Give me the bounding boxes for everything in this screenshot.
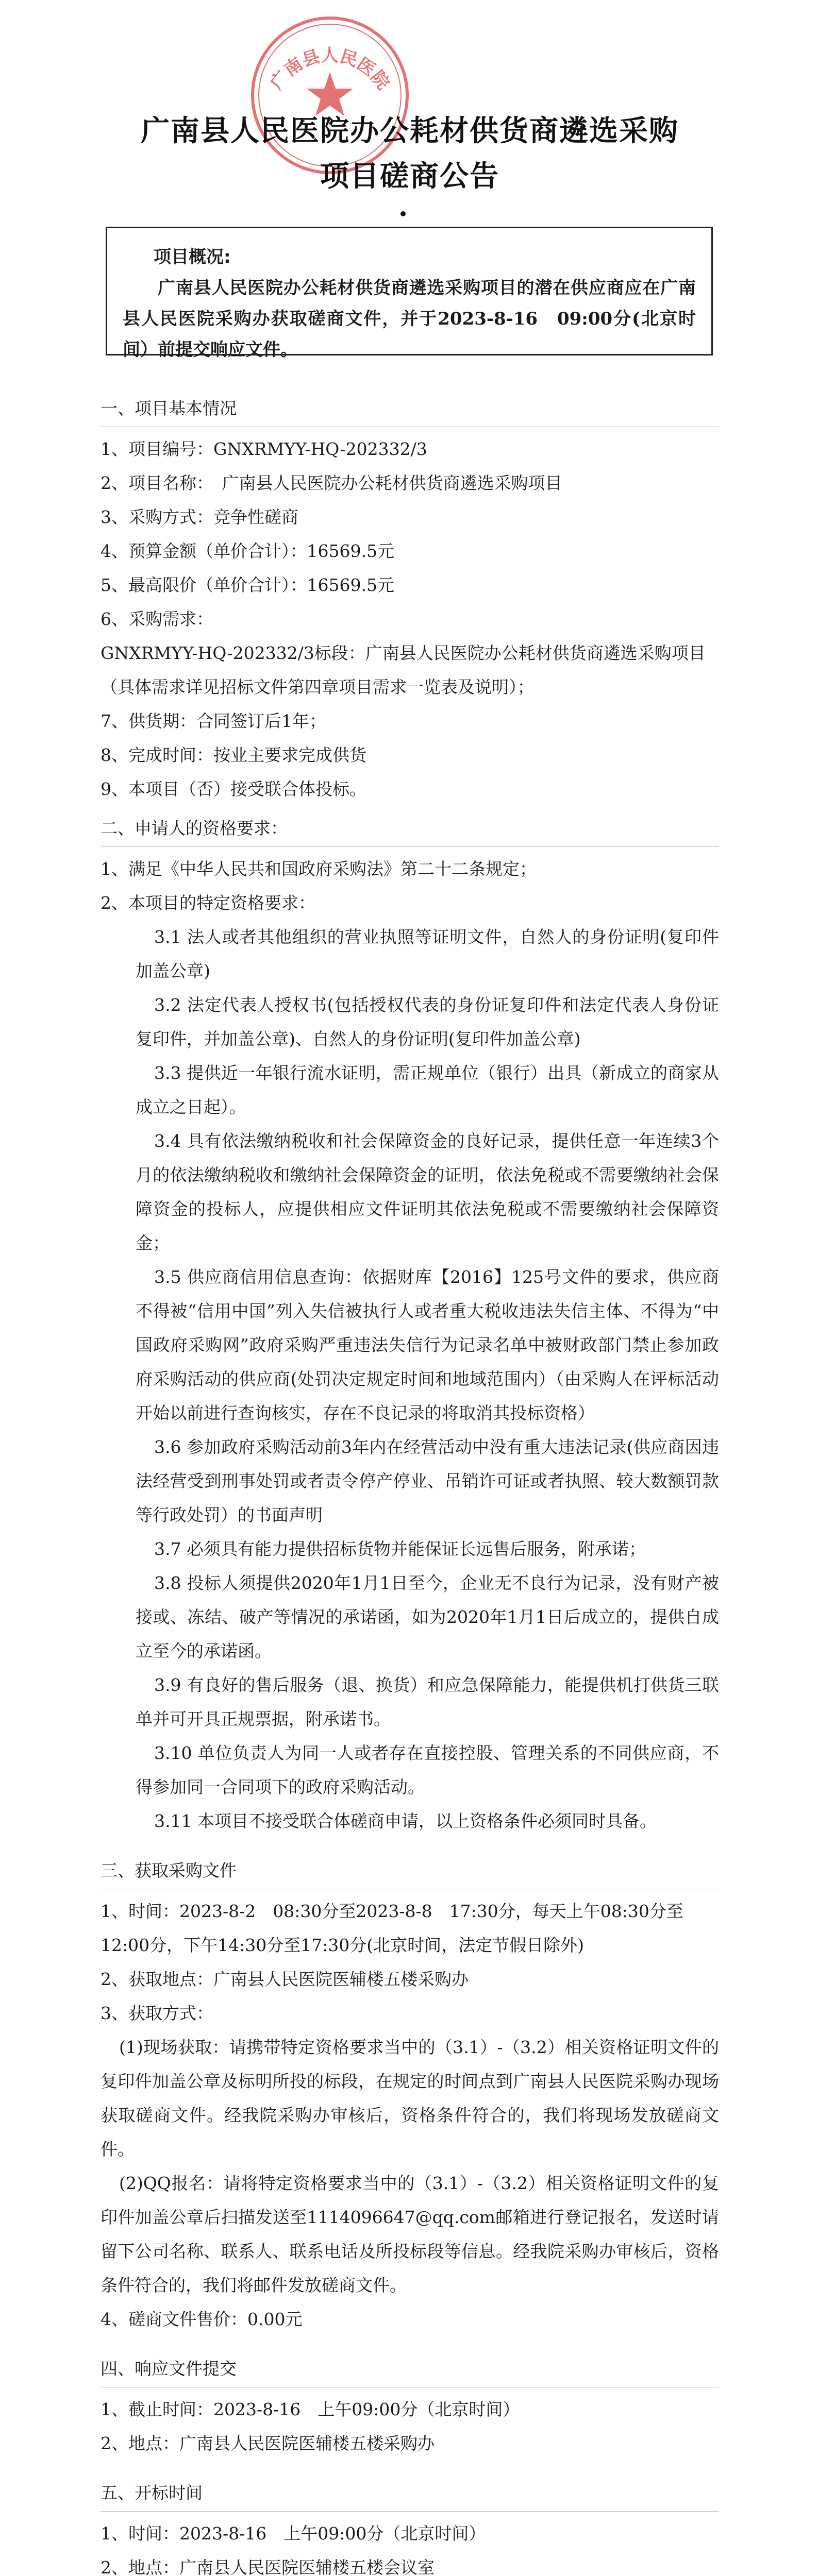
section-project-info	[101, 392, 719, 806]
opening-time: 1、时间：2023-8-16 上午09:00分（北京时间）	[101, 2523, 486, 2544]
completion-time: 8、完成时间：按业主要求完成供货	[101, 745, 366, 765]
project-number: 1、项目编号：GNXRMYY-HQ-202332/3	[101, 439, 427, 459]
purchase-demand-label: 6、采购需求：	[101, 609, 213, 629]
section-qualifications	[101, 811, 719, 1838]
qualification-item: 3.10 单位负责人为同一人或者存在直接控股、管理关系的不同供应商，不得参加同一合同项下的政府采购活动。	[136, 1743, 719, 1797]
qualification-item: 3.7 必须具有能力提供招标货物并能保证长远售后服务，附承诺；	[154, 1539, 646, 1559]
supply-period: 7、供货期：合同签订后1年；	[101, 711, 326, 731]
joint-bid: 9、本项目（否）接受联合体投标。	[101, 779, 366, 799]
qualification-item: 3.3 提供近一年银行流水证明，需正规单位（银行）出具（新成立的商家从成立之日起）。	[136, 1063, 719, 1117]
page-title-line2: 项目磋商公告	[320, 160, 499, 193]
obtain-method-onsite: (1)现场获取：请携带特定资格要求当中的（3.1）-（3.2）相关资格证明文件的复印件加盖公章及标明所投的标段，在规定的时间点到广南县人民医院采购办现场获取磋商文件。经我院采购办审核后，资格条件符合的，我们将现场发放磋商文件。	[101, 2037, 719, 2159]
announcement-page	[101, 0, 719, 2576]
obtain-method-label: 3、获取方式：	[101, 2003, 213, 2023]
obtain-place: 2、获取地点：广南县人民医院医辅楼五楼采购办	[101, 1969, 469, 1989]
section-heading: 五、开标时间	[101, 2483, 203, 2503]
qualification-item: 3.11 本项目不接受联合体磋商申请，以上资格条件必须同时具备。	[154, 1811, 657, 1831]
project-overview-box	[106, 227, 713, 360]
section-divider	[101, 846, 719, 847]
submission-deadline: 1、截止时间：2023-8-16 上午09:00分（北京时间）	[101, 2399, 520, 2419]
qualification-item: 3.5 供应商信用信息查询：依据财库【2016】125号文件的要求，供应商不得被“信用中国”列入失信被执行人或者重大税收违法失信主体、不得为“中国政府采购网”政府采购严重违法失信行为记录名单中被财政部门禁止参加政府采购活动的供应商(处罚决定规定时间和地域范围内）（由采购人在评标活动开始以前进行查询核实，存在不良记录的将取消其投标资格）	[136, 1267, 719, 1423]
section-divider	[101, 2511, 719, 2512]
opening-place: 2、地点：广南县人民医院医辅楼五楼会议室	[101, 2557, 435, 2576]
qualification-specific-label: 2、本项目的特定资格要求：	[101, 893, 315, 913]
max-price: 5、最高限价（单价合计）：16569.5元	[101, 575, 394, 595]
header	[101, 0, 719, 216]
section-heading: 一、项目基本情况	[101, 398, 237, 418]
overview-label: 项目概况:	[154, 247, 231, 267]
announcement-body	[101, 386, 719, 2576]
section-opening	[101, 2476, 719, 2576]
overview-text: 广南县人民医院办公耗材供货商遴选采购项目的潜在供应商应在广南县人民医院采购办获取磋商文件，并于2023-8-16 09:00分(北京时间）前提交响应文件。	[123, 278, 696, 360]
section-obtain-documents	[101, 1854, 719, 2336]
submission-place: 2、地点：广南县人民医院医辅楼五楼采购办	[101, 2433, 435, 2453]
section-submission	[101, 2352, 719, 2461]
qualification-item: 3.9 有良好的售后服务（退、换货）和应急保障能力，能提供机打供货三联单并可开具正规票据，附承诺书。	[136, 1675, 719, 1729]
project-name: 2、项目名称： 广南县人民医院办公耗材供货商遴选采购项目	[101, 473, 562, 493]
budget-amount: 4、预算金额（单价合计）：16569.5元	[101, 541, 394, 561]
qualification-item: 3.6 参加政府采购活动前3年内在经营活动中没有重大违法记录(供应商因违法经营受到刑事处罚或者责令停产停业、吊销许可证或者执照、较大数额罚款等行政处罚）的书面声明	[136, 1437, 719, 1525]
section-heading: 四、响应文件提交	[101, 2359, 237, 2379]
page-title-line1: 广南县人民医院办公耗材供货商遴选采购	[141, 114, 679, 148]
obtain-method-qq: (2)QQ报名：请将特定资格要求当中的（3.1）-（3.2）相关资格证明文件的复印件加盖公章后扫描发送至1114096647@qq.com邮箱进行登记报名，发送时请留下公司名称、联系人、联系电话及所投标段等信息。经我院采购办审核后，资格条件符合的，我们将邮件发放磋商文件。	[101, 2173, 719, 2295]
purchase-method: 3、采购方式：竞争性磋商	[101, 507, 298, 527]
seal-text: 广南县人民医院	[266, 45, 394, 94]
qualification-item: 3.2 法定代表人授权书(包括授权代表的身份证复印件和法定代表人身份证复印件，并加盖公章)、自然人的身份证明(复印件加盖公章)	[136, 995, 719, 1049]
bullet-dot-icon	[400, 211, 406, 216]
section-heading: 三、获取采购文件	[101, 1860, 237, 1880]
document-price: 4、磋商文件售价：0.00元	[101, 2309, 303, 2329]
qualification-item: 3.4 具有依法缴纳税收和社会保障资金的良好记录，提供任意一年连续3个月的依法缴纳税收和缴纳社会保障资金的证明，依法免税或不需要缴纳社会保障资金的投标人，应提供相应文件证明其依法免税或不需要缴纳社会保障资金；	[136, 1131, 719, 1253]
qualification-item: 3.1 法人或者其他组织的营业执照等证明文件，自然人的身份证明(复印件加盖公章)	[136, 927, 719, 981]
section-heading: 二、申请人的资格要求：	[101, 818, 288, 838]
obtain-time: 1、时间：2023-8-2 08:30分至2023-8-8 17:30分，每天上午08:30分至12:00分，下午14:30分至17:30分(北京时间，法定节假日除外)	[101, 1901, 683, 1955]
qualification-law: 1、满足《中华人民共和国政府采购法》第二十二条规定；	[101, 859, 537, 879]
purchase-demand-text: GNXRMYY-HQ-202332/3标段：广南县人民医院办公耗材供货商遴选采购项目（具体需求详见招标文件第四章项目需求一览表及说明）；	[101, 643, 706, 697]
qualification-item: 3.8 投标人须提供2020年1月1日至今，企业无不良行为记录，没有财产被接或、冻结、破产等情况的承诺函，如为2020年1月1日后成立的，提供自成立至今的承诺函。	[136, 1573, 719, 1661]
